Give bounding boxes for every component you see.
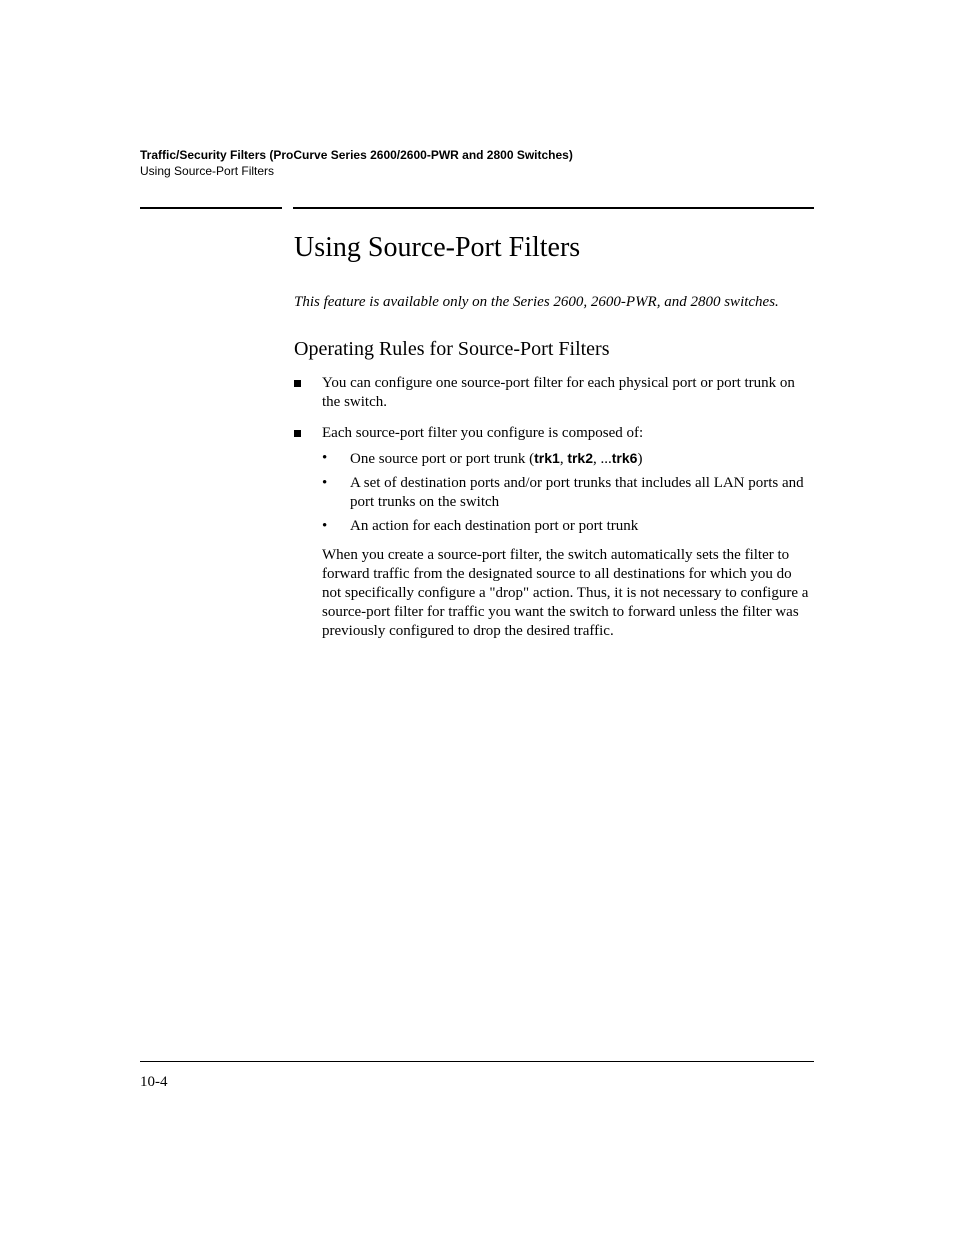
- sub-text-sep: ,: [559, 451, 568, 467]
- rule-text: You can configure one source-port filter for each physical port or port trunk on the switch.: [322, 375, 795, 410]
- sub-text-pre: One source port or port trunk (: [350, 451, 535, 467]
- dot-bullet-icon: •: [322, 475, 328, 491]
- sub-text: A set of destination ports and/or port trunks that includes all LAN ports and port trunks on the switch: [350, 475, 804, 510]
- running-head-title: Traffic/Security Filters (ProCurve Series 2600/2600-PWR and 2800 Switches): [140, 148, 573, 162]
- main-content: [294, 228, 814, 653]
- sub-item: [322, 517, 814, 536]
- sub-item: [322, 449, 814, 469]
- dot-bullet-icon: •: [322, 450, 328, 466]
- section-heading: Operating Rules for Source-Port Filters: [294, 338, 610, 360]
- explanation-paragraph: When you create a source-port filter, the switch automatically sets the filter to forward traffic from the designated source to all destinations for which you do not specifically configure a "drop" action. Thus, it is not necessary to configure a source-port filter for traffic you want the switch to forward unless the filter was previously configured to drop the desired traffic.: [322, 547, 809, 639]
- header-rule-right: [293, 207, 814, 209]
- dot-bullet-icon: •: [322, 518, 328, 534]
- sub-text-sep: , ...: [593, 451, 612, 467]
- footer-rule: [140, 1061, 814, 1062]
- page-number: 10-4: [140, 1074, 168, 1090]
- page-title: Using Source-Port Filters: [294, 232, 581, 263]
- square-bullet-icon: [294, 380, 301, 387]
- header-rule-left: [140, 207, 282, 209]
- sub-item: [322, 474, 814, 512]
- trunk-code: trk6: [611, 450, 638, 466]
- running-head-subtitle: Using Source-Port Filters: [140, 164, 275, 178]
- square-bullet-icon: [294, 430, 301, 437]
- trunk-code: trk1: [534, 450, 560, 466]
- rule-text: Each source-port filter you configure is composed of:: [322, 425, 644, 441]
- trunk-code: trk2: [567, 450, 593, 466]
- sub-text: An action for each destination port or port trunk: [350, 518, 639, 534]
- rule-item: [294, 424, 814, 641]
- running-head: [140, 147, 573, 179]
- intro-note: This feature is available only on the Series 2600, 2600-PWR, and 2800 switches.: [294, 294, 779, 310]
- rule-item: [294, 374, 814, 412]
- sub-list: [322, 449, 814, 536]
- rules-list: [294, 374, 814, 641]
- sub-text-post: ): [637, 451, 643, 467]
